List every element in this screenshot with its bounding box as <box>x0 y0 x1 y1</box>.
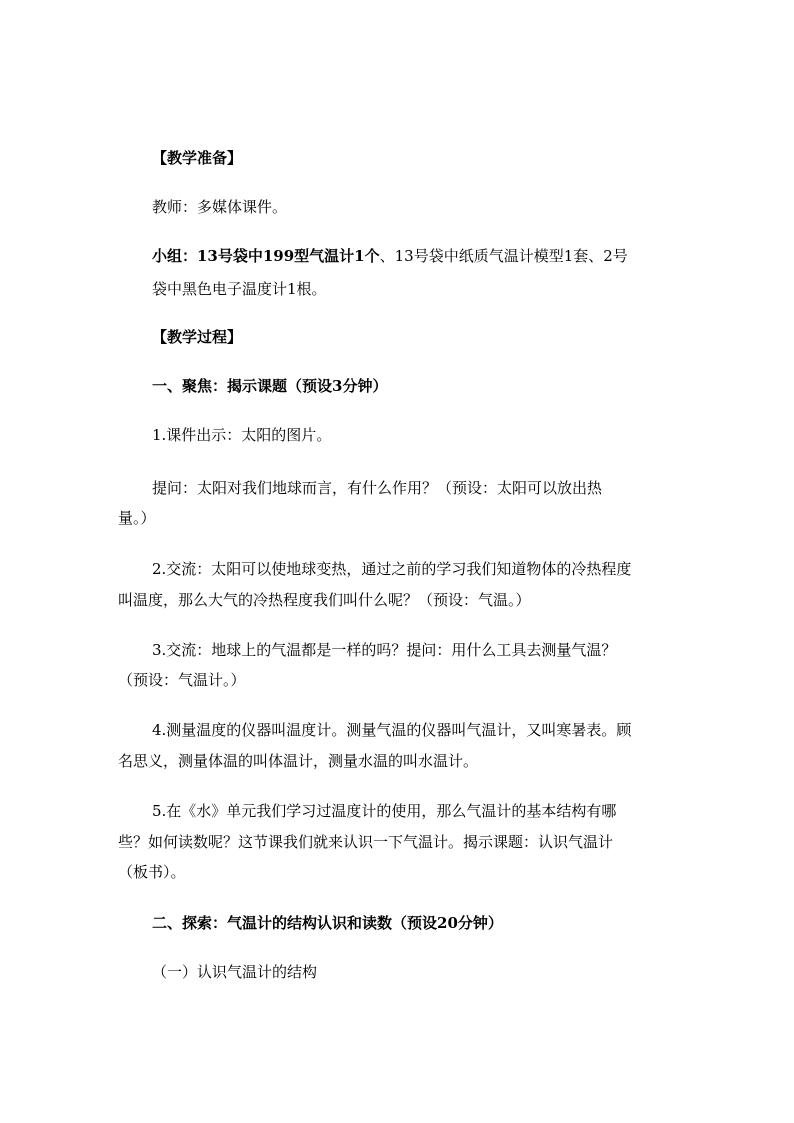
step-4: 4.测量温度的仪器叫温度计。测量气温的仪器叫气温计，又叫寒暑表。顾 <box>152 721 632 739</box>
section-heading-explore: 二、探索：气温计的结构认识和读数（预设20分钟） <box>152 914 503 932</box>
heading-teaching-preparation: 【教学准备】 <box>152 149 243 167</box>
step-1: 1.课件出示：太阳的图片。 <box>152 426 332 444</box>
step-5-cont-2: （板书）。 <box>118 863 186 881</box>
question-sun-role-cont: 量。） <box>118 509 156 527</box>
step-3-cont: （预设：气温计。） <box>118 671 246 689</box>
paragraph-group-materials <box>152 246 628 266</box>
question-sun-role: 提问：太阳对我们地球而言，有什么作用？（预设：太阳可以放出热 <box>152 479 603 497</box>
step-5-cont: 些？如何读数呢？这节课我们就来认识一下气温计。揭示课题：认识气温计 <box>118 833 614 851</box>
subsection-structure: （一）认识气温计的结构 <box>152 963 318 981</box>
step-2-cont: 叫温度，那么大气的冷热程度我们叫什么呢？（预设：气温。） <box>118 591 531 609</box>
section-heading-focus: 一、聚焦：揭示课题（预设3分钟） <box>152 377 388 395</box>
step-5: 5.在《水》单元我们学习过温度计的使用，那么气温计的基本结构有哪 <box>152 802 617 820</box>
paragraph-teacher-materials: 教师：多媒体课件。 <box>152 198 288 216</box>
group-materials-bold-part: 小组：13号袋中199型气温计1个 <box>152 247 380 265</box>
step-2: 2.交流：太阳可以使地球变热，通过之前的学习我们知道物体的冷热程度 <box>152 560 632 578</box>
heading-teaching-process: 【教学过程】 <box>152 328 243 346</box>
group-materials-rest: 、13号袋中纸质气温计模型1套、2号 <box>379 247 628 265</box>
paragraph-group-materials-cont: 袋中黑色电子温度计1根。 <box>152 280 327 298</box>
step-3: 3.交流：地球上的气温都是一样的吗？提问：用什么工具去测量气温？ <box>152 641 617 659</box>
step-4-cont: 名思义，测量体温的叫体温计，测量水温的叫水温计。 <box>118 752 479 770</box>
